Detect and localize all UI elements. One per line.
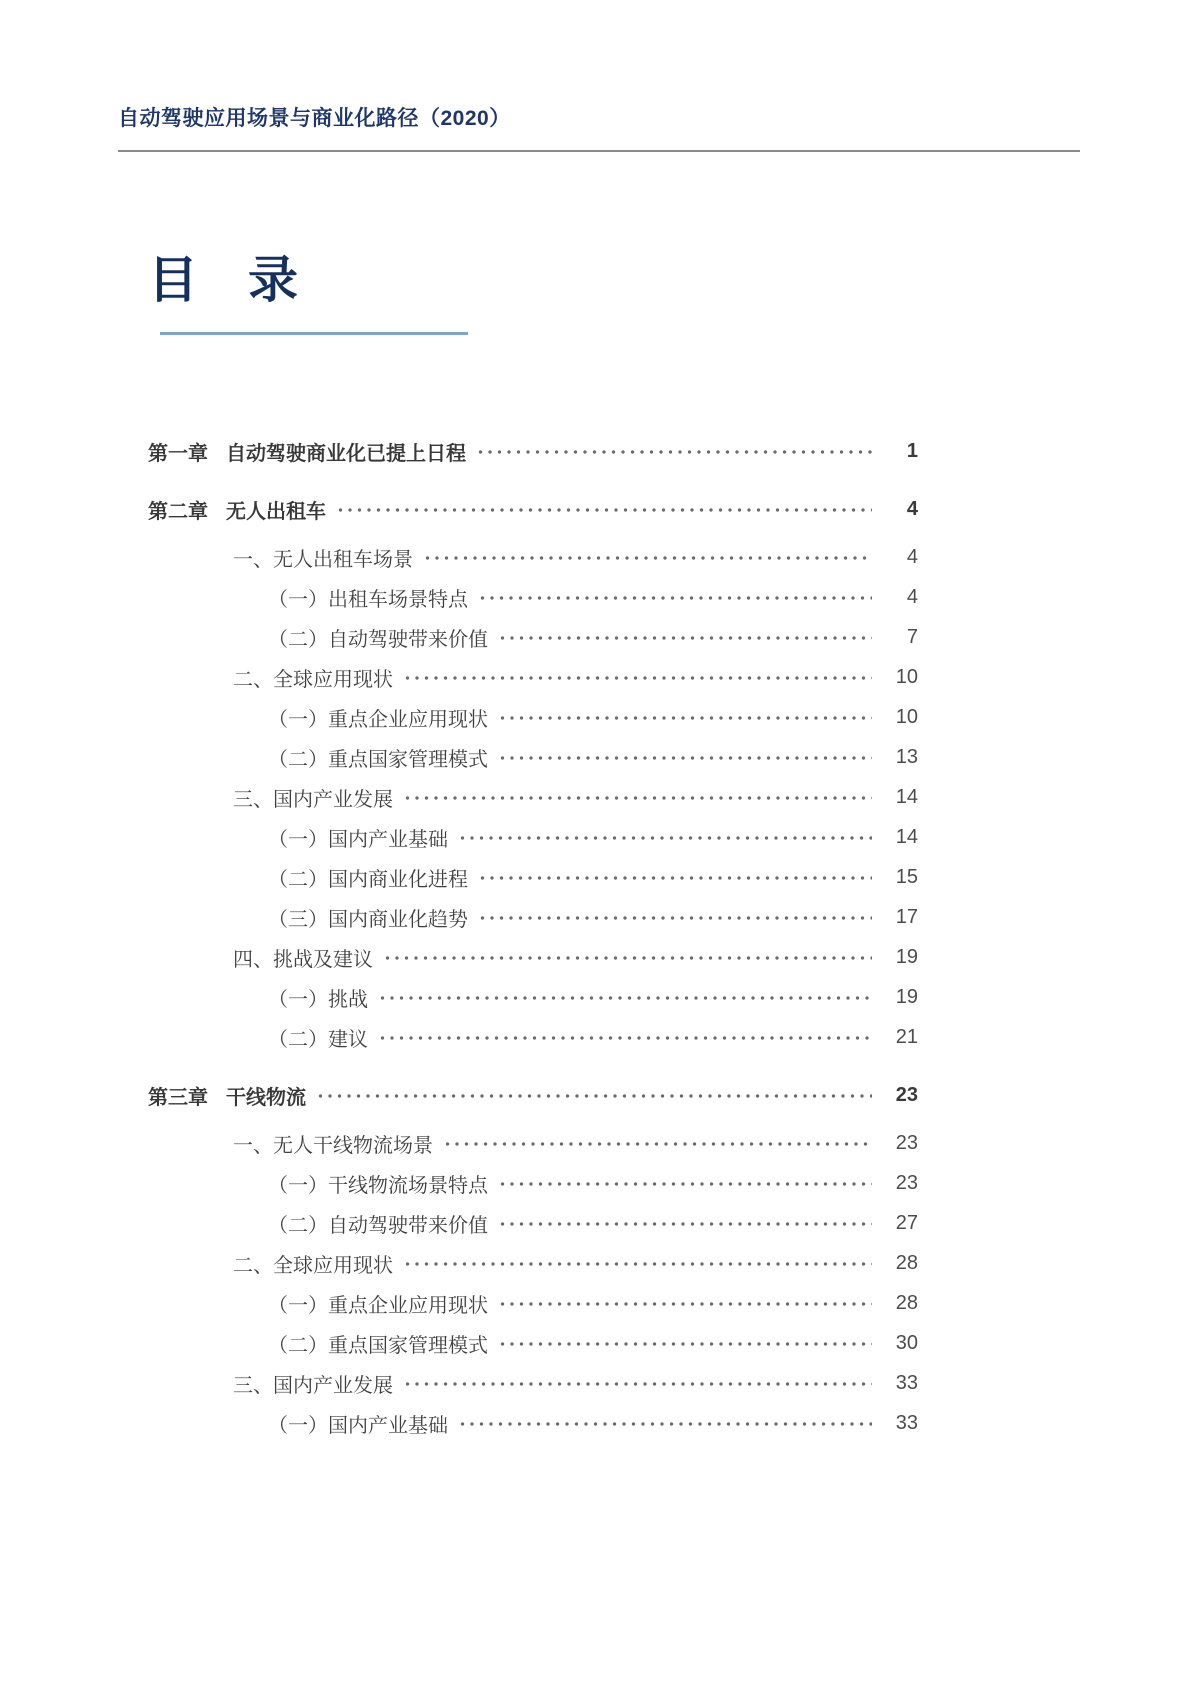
toc-entry[interactable] (148, 857, 918, 897)
toc-entry-page-number: 1 (906, 439, 918, 462)
dot-leader (478, 577, 872, 617)
toc-entry[interactable] (148, 737, 918, 777)
dot-leader (498, 617, 872, 657)
toc-entry-page-number: 33 (895, 1411, 918, 1434)
toc-entry[interactable] (148, 1203, 918, 1243)
toc-entry[interactable] (148, 577, 918, 617)
toc-entry-title: （一）重点企业应用现状 (268, 708, 488, 731)
toc-entry-page-number: 7 (906, 625, 918, 648)
toc-entry-title: 无人出租车 (226, 500, 326, 523)
dot-leader (383, 937, 872, 977)
toc-entry[interactable] (148, 617, 918, 657)
toc-entry-page-number: 27 (895, 1211, 918, 1234)
toc-entry[interactable] (148, 489, 918, 529)
toc-entry-page-number: 4 (906, 585, 918, 608)
dot-leader (458, 1403, 872, 1443)
toc-list (148, 431, 918, 1443)
toc-entry[interactable] (148, 1323, 918, 1363)
toc-entry-page-number: 28 (895, 1251, 918, 1274)
toc-entry-title: （二）自动驾驶带来价值 (268, 1214, 488, 1237)
toc-entry[interactable] (148, 817, 918, 857)
dot-leader (378, 977, 872, 1017)
toc-entry-title: 一、无人出租车场景 (233, 548, 413, 571)
toc-entry-title: （二）重点国家管理模式 (268, 748, 488, 771)
toc-entry-page-number: 30 (895, 1331, 918, 1354)
dot-leader (498, 1323, 872, 1363)
dot-leader (498, 1283, 872, 1323)
toc-entry-page-number: 14 (895, 785, 918, 808)
document-header-title: 自动驾驶应用场景与商业化路径（2020） (118, 107, 511, 130)
toc-entry[interactable] (148, 977, 918, 1017)
toc-entry[interactable] (148, 431, 918, 471)
toc-entry[interactable] (148, 1123, 918, 1163)
toc-entry-page-number: 4 (906, 545, 918, 568)
toc-entry[interactable] (148, 1017, 918, 1057)
dot-leader (423, 537, 872, 577)
toc-entry[interactable] (148, 937, 918, 977)
toc-entry-title: （二）重点国家管理模式 (268, 1334, 488, 1357)
toc-entry-page-number: 10 (895, 705, 918, 728)
toc-entry-title: 三、国内产业发展 (233, 788, 393, 811)
toc-entry-page-number: 23 (895, 1083, 918, 1106)
dot-leader (498, 697, 872, 737)
toc-entry-chapter-label: 第三章 (148, 1086, 208, 1109)
toc-entry[interactable] (148, 1075, 918, 1115)
toc-entry[interactable] (148, 1363, 918, 1403)
dot-leader (443, 1123, 872, 1163)
toc-entry[interactable] (148, 1403, 918, 1443)
toc-entry-title: （一）国内产业基础 (268, 1414, 448, 1437)
toc-entry-title: （二）建议 (268, 1028, 368, 1051)
toc-entry-page-number: 19 (895, 985, 918, 1008)
dot-leader (498, 1203, 872, 1243)
toc-entry-title: （二）自动驾驶带来价值 (268, 628, 488, 651)
toc-title-underline (160, 332, 468, 335)
toc-entry-page-number: 28 (895, 1291, 918, 1314)
toc-entry[interactable] (148, 1283, 918, 1323)
dot-leader (403, 657, 872, 697)
toc-entry-chapter-label: 第二章 (148, 500, 208, 523)
dot-leader (378, 1017, 872, 1057)
toc-entry[interactable] (148, 1243, 918, 1283)
toc-entry-title: 二、全球应用现状 (233, 668, 393, 691)
toc-entry-title: （一）重点企业应用现状 (268, 1294, 488, 1317)
dot-leader (498, 1163, 872, 1203)
dot-leader (478, 897, 872, 937)
toc-entry-title: 干线物流 (226, 1086, 306, 1109)
dot-leader (498, 737, 872, 777)
dot-leader (403, 777, 872, 817)
toc-entry[interactable] (148, 697, 918, 737)
toc-entry-title: 自动驾驶商业化已提上日程 (226, 442, 466, 465)
dot-leader (476, 431, 872, 471)
header-divider (118, 150, 1080, 152)
toc-entry-title: （一）干线物流场景特点 (268, 1174, 488, 1197)
toc-entry[interactable] (148, 1163, 918, 1203)
toc-entry-title: （三）国内商业化趋势 (268, 908, 468, 931)
toc-entry-title: 二、全球应用现状 (233, 1254, 393, 1277)
toc-title: 目 录 (148, 252, 298, 308)
dot-leader (403, 1363, 872, 1403)
toc-entry-page-number: 13 (895, 745, 918, 768)
toc-entry-page-number: 33 (895, 1371, 918, 1394)
dot-leader (336, 489, 872, 529)
toc-entry-page-number: 4 (906, 497, 918, 520)
toc-entry-title: 一、无人干线物流场景 (233, 1134, 433, 1157)
toc-entry-page-number: 15 (895, 865, 918, 888)
dot-leader (458, 817, 872, 857)
toc-entry-title: （一）国内产业基础 (268, 828, 448, 851)
toc-entry-chapter-label: 第一章 (148, 442, 208, 465)
toc-entry[interactable] (148, 897, 918, 937)
toc-entry[interactable] (148, 657, 918, 697)
toc-entry-title: （二）国内商业化进程 (268, 868, 468, 891)
toc-entry-page-number: 17 (895, 905, 918, 928)
toc-entry-page-number: 14 (895, 825, 918, 848)
dot-leader (478, 857, 872, 897)
toc-entry-page-number: 21 (895, 1025, 918, 1048)
toc-entry-page-number: 23 (895, 1131, 918, 1154)
toc-entry-title: 三、国内产业发展 (233, 1374, 393, 1397)
toc-entry-page-number: 10 (895, 665, 918, 688)
dot-leader (316, 1075, 872, 1115)
toc-entry-page-number: 23 (895, 1171, 918, 1194)
toc-entry[interactable] (148, 537, 918, 577)
toc-entry-title: （一）出租车场景特点 (268, 588, 468, 611)
dot-leader (403, 1243, 872, 1283)
toc-entry-page-number: 19 (895, 945, 918, 968)
toc-entry-title: 四、挑战及建议 (233, 948, 373, 971)
toc-entry[interactable] (148, 777, 918, 817)
toc-entry-title: （一）挑战 (268, 988, 368, 1011)
